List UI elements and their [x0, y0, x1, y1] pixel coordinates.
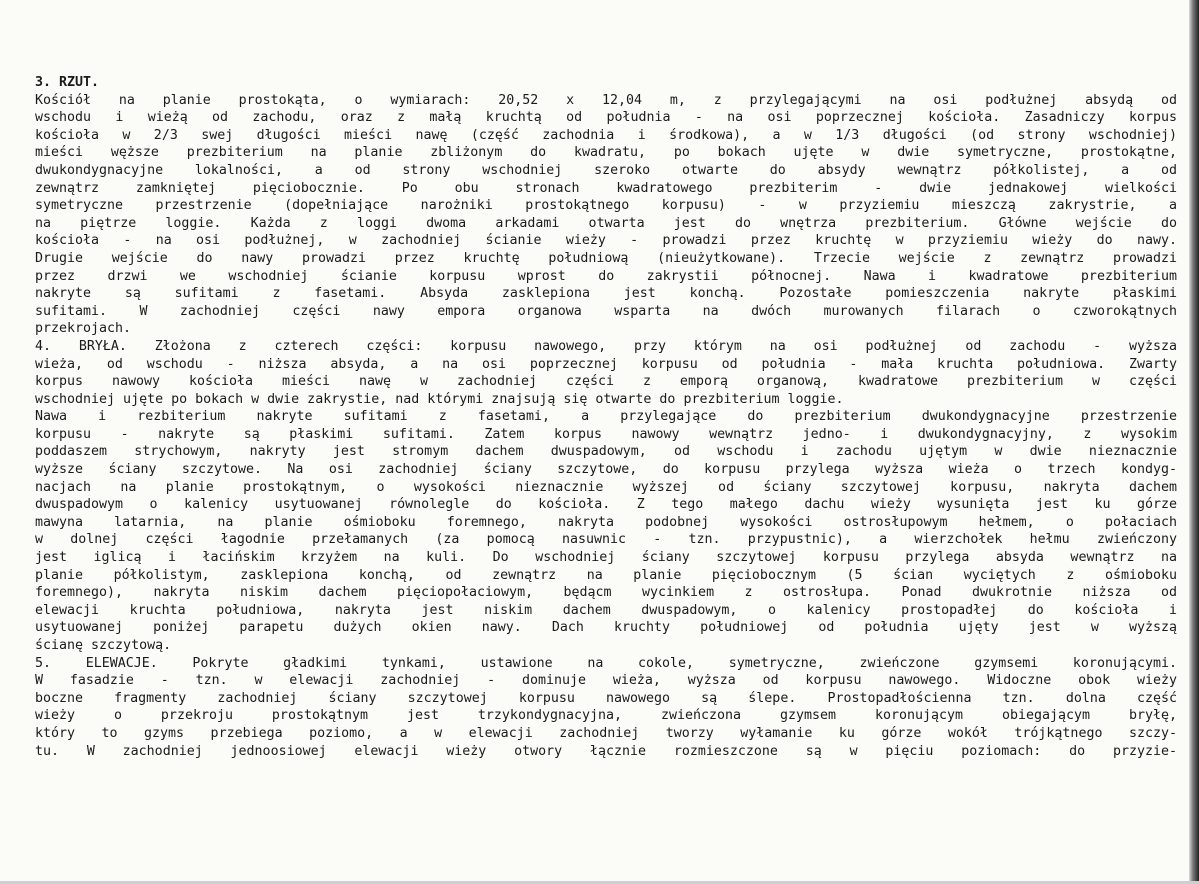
text-line: nakryte są sufitami z fasetami. Absyda zasklepiona jest konchą. Pozostałe pomieszczenia nakryte płaskimi [35, 286, 1177, 302]
text-line: sufitami. W zachodniej części nawy empora organowa wsparta na dwóch murowanych filarach o czworokątnych [35, 303, 1177, 319]
text-line: przez drzwi we wschodniej ścianie korpusu wprost do zakrystii północnej. Nawa i kwadratowe prezbiterium [35, 268, 1177, 284]
text-line: W fasadzie - tzn. w elewacji zachodniej - dominuje wieża, wyższa od korpusu nawowego. Widoczne obok wieży [35, 673, 1177, 689]
scan-edge-right [1189, 0, 1199, 884]
text-line: jest iglicą i łacińskim krzyżem na kuli. Do wschodniej ściany szczytowej korpusu przylega absyda wewnątrz na [35, 550, 1177, 566]
text-line: zewnątrz zamkniętej pięciobocznie. Po obu stronach kwadratowego prezbiterim - dwie jednakowej wielkości [35, 180, 1177, 196]
text-line: mieści węższe prezbiterium na planie zbliżonym do kwadratu, po bokach ujęte w dwie symetryczne, prostokątne, [35, 145, 1177, 161]
text-line: przekrojach. [35, 321, 132, 337]
text-line: dwukondygnacyjne lokalności, a od strony wschodniej szeroko otwarte do absydy wewnątrz półkolistej, a od [35, 162, 1177, 178]
text-line: symetryczne przestrzenie (dopełniające narożniki prostokątnego korpusu) - w przyziemiu mieszczą zakrystrie, a [35, 198, 1177, 214]
text-line: mawyna latarnia, na planie ośmioboku foremnego, nakryta podobnej wysokości ostrosłupowym hełmem, o połaciach [35, 514, 1177, 530]
document-text [35, 74, 1177, 760]
text-line: wieża, od wschodu - niższa absyda, a na osi poprzecznej korpusu od południa - mała kruchta południowa. Zwarty [35, 356, 1177, 372]
text-line: ścianę szczytową. [35, 638, 172, 653]
text-line: w dolnej części łagodnie przełamanych (za pomocą nasuwnic - tzn. przypustnic), a wierzchołek hełmu zwieńczony [35, 532, 1177, 548]
text-line: 4. BRYŁA. Złożona z czterech części: korpusu nawowego, przy którym na osi podłużnej od zachodu - wyższa [35, 338, 1177, 354]
text-line: tu. W zachodniej jednoosiowej elewacji wieży otwory łącznie rozmieszczone są w pięciu poziomach: do przyzie- [35, 743, 1177, 759]
text-line: poddaszem strychowym, nakryty jest stromym dachem dwuspadowym, od wschodu i zachodu ujętym w dwie nieznacznie [35, 444, 1177, 460]
text-line: usytuowanej poniżej parapetu dużych okien nawy. Dach kruchty południowej od południa ujęty jest w wyższą [35, 620, 1177, 636]
text-line: wyższe ściany szczytowe. Na osi zachodniej ściany szczytowe, do korpusu przylega wyższa wieża o trzech kondyg- [35, 462, 1177, 478]
text-line: korpus nawowy kościoła mieści nawę w zachodniej części z emporą organową, kwadratowe prezbiterium w części [35, 374, 1177, 390]
text-line: elewacji kruchta południowa, nakryta jest niskim dachem dwuspadowym, o kalenicy prostopadłej do kościoła i [35, 602, 1177, 618]
text-line: dwuspadowym o kalenicy usytuowanej równolegle do kościoła. Z tego małego dachu wieży wysunięta jest ku górze [35, 497, 1177, 513]
text-line: planie półkolistym, zasklepiona konchą, od zewnątrz na planie pięciobocznym (5 ścian wyciętych z ośmioboku [35, 567, 1177, 583]
section-heading-rzut: 3. RZUT. [35, 75, 100, 90]
text-line: 5. ELEWACJE. Pokryte gładkimi tynkami, ustawione na cokole, symetryczne, zwieńczone gzymsemi koronującymi. [35, 655, 1177, 671]
text-line: który to gzyms przebiega poziomo, a w elewacji zachodniej tworzy wyłamanie ku górze wokół trójkątnego szczy- [35, 725, 1177, 741]
text-line: Drugie wejście do nawy prowadzi przez kruchtę południową (nieużytkowane). Trzecie wejście z zewnątrz prowadzi [35, 250, 1177, 266]
text-line: na piętrze loggie. Każda z loggi dwoma arkadami otwarta jest do wnętrza prezbiterium. Główne wejście do [35, 215, 1177, 231]
text-line: kościoła w 2/3 swej długości mieści nawę (część zachodnia i środkowa), a w 1/3 długości (od strony wschodniej) [35, 127, 1177, 143]
text-line: wschodniej ujęte po bokach w dwie zakrystie, nad którymi znajsują się otwarte do prezbiterium loggie. [35, 391, 844, 407]
text-line: Nawa i rezbiterium nakryte sufitami z fasetami, a przylegające do prezbiterium dwukondygnacyjne przestrzenie [35, 409, 1177, 425]
text-line: kościoła - na osi podłużnej, w zachodniej ścianie wieży - prowadzi przez kruchtę w przyziemiu wieży do nawy. [35, 233, 1177, 249]
text-line: foremnego), nakryta niskim dachem pięciopołaciowym, będącm wycinkiem z ostrosłupa. Ponad dwukrotnie niższa od [35, 585, 1177, 601]
text-line: Kościół na planie prostokąta, o wymiarach: 20,52 x 12,04 m, z przylegającymi na osi podłużnej absydą od [35, 92, 1177, 108]
text-line: wschodu i wieżą od zachodu, oraz z małą kruchtą od południa - na osi poprzecznej kościoła. Zasadniczy korpus [35, 110, 1177, 126]
text-line: nacjach na planie prostokątnym, o wysokości nieznacznie wyższej od ściany szczytowej korpusu, nakryta dachem [35, 479, 1177, 495]
text-line: korpusu - nakryte są płaskimi sufitami. Zatem korpus nawowy wewnątrz jedno- i dwukondygnacyjny, z wysokim [35, 426, 1177, 442]
text-line: wieży o przekroju prostokątnym jest trzykondygnacyjna, zwieńczona gzymsem koronującym obiegającym bryłę, [35, 708, 1177, 724]
text-line: boczne fragmenty zachodniej ściany szczytowej korpusu nawowego są ślepe. Prostopadłościenna tzn. dolna część [35, 690, 1177, 706]
